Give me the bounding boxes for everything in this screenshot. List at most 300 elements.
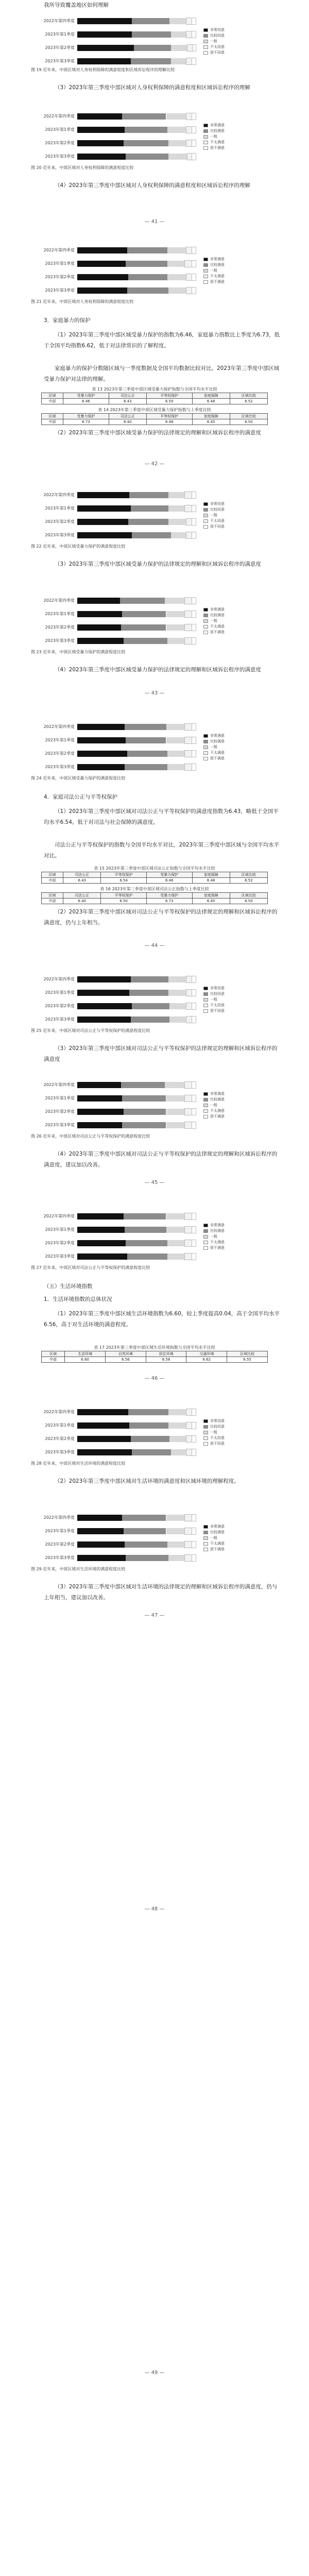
chart-caption: 图 26 近年来，中部区域对司法公正与平等权保护的满意程度比较 (31, 1134, 150, 1139)
bar-row (77, 287, 196, 294)
legend-item (203, 1097, 225, 1103)
bar-segment (192, 1082, 196, 1088)
category-label: 2022年第四季度 (43, 977, 75, 981)
legend-label: 非常同意 (210, 1419, 225, 1423)
bar-segment (192, 724, 196, 730)
legend-swatch (203, 1436, 208, 1440)
table-cell: 中部 (42, 899, 63, 904)
bar-row (77, 624, 196, 631)
bar-segment (192, 1016, 196, 1023)
legend-item (203, 991, 225, 997)
legend-label: 一般 (210, 619, 217, 623)
bar-row (77, 638, 196, 644)
bar-segment (186, 18, 193, 24)
paragraph: （2）2023年第三季度中部区域对司法公正与平等权保护的法律规定的理解和区域诉讼程序的满意度，仍与上年相当。 (44, 909, 278, 926)
category-label: 2022年第四季度 (43, 598, 75, 603)
legend-label: 很不同意 (210, 1442, 225, 1446)
bar-row (77, 1422, 196, 1429)
bar-segment (166, 1213, 185, 1219)
bar-segment (192, 751, 196, 757)
legend-item (203, 1245, 225, 1251)
paragraph: （1）2023年第三季度中部区域对司法公正与平等权保护的满意度指数为6.43，略低于全国平均水平6.54。低于对司法与社会保障的满意度。 (44, 808, 279, 825)
table-cell: 6.50 (101, 899, 147, 904)
bar-segment (192, 1253, 196, 1260)
chart-caption: 图 22 近年来，中部区域受暴力保护的满意程度比较 (31, 544, 126, 549)
chart-legend (203, 1223, 225, 1251)
bar-segment (77, 1528, 124, 1534)
bar-segment (168, 976, 186, 982)
table-header: 受暴力保护 (63, 414, 109, 419)
bar-segment (128, 274, 167, 280)
legend-item (203, 630, 225, 635)
bar-segment (132, 1449, 171, 1455)
table-header: 平等权保护 (146, 393, 192, 399)
bar-segment (185, 1213, 192, 1219)
table-cell: 6.45 (192, 899, 230, 904)
legend-item (203, 262, 225, 268)
bar-row (77, 1449, 196, 1455)
legend-label: 比较满意 (210, 1229, 225, 1233)
bar-row (77, 1122, 196, 1128)
legend-swatch (203, 51, 208, 55)
bar-segment (166, 1109, 185, 1115)
category-label: 2023年第2季度 (45, 625, 75, 630)
legend-label: 比较满意 (210, 1530, 225, 1534)
chart-legend (203, 123, 225, 151)
legend-item (203, 1008, 225, 1014)
bar-segment (193, 45, 196, 51)
bar-segment (192, 505, 196, 512)
legend-swatch (203, 258, 208, 261)
legend-swatch (203, 519, 208, 523)
bar-segment (77, 1422, 129, 1429)
legend-label: 非常满意 (210, 1524, 225, 1529)
legend-label: 一般 (210, 745, 217, 749)
page-number: — 48 — (144, 1906, 165, 1912)
bar-segment (186, 1409, 193, 1415)
legend-item (203, 624, 225, 630)
bar-segment (125, 1541, 167, 1548)
legend-swatch (203, 1109, 208, 1113)
bar-segment (77, 519, 128, 525)
bar-segment (77, 492, 129, 498)
legend-label: 比较同意 (210, 1425, 225, 1429)
category-label: 2023年第1季度 (45, 1227, 75, 1232)
bar-segment (166, 611, 185, 617)
bar-segment (131, 505, 169, 512)
bar-row (77, 247, 196, 253)
bar-segment (126, 1240, 167, 1246)
bar-segment (186, 247, 193, 253)
legend-swatch (203, 608, 208, 612)
category-label: 2022年第四季度 (43, 114, 75, 118)
bar-segment (132, 532, 171, 538)
legend-swatch (203, 619, 208, 623)
chart-legend (203, 27, 225, 56)
legend-label: 一般 (210, 39, 217, 43)
category-label: 2022年第四季度 (43, 1082, 75, 1087)
bar-row (77, 31, 196, 38)
bar-segment (192, 31, 196, 38)
legend-swatch (203, 745, 208, 749)
legend-item (203, 607, 225, 613)
bar-segment (77, 1016, 131, 1023)
legend-label: 一般 (210, 1103, 217, 1107)
bar-segment (192, 1122, 196, 1128)
table-cell: 中部 (42, 419, 63, 425)
table-cell: 6.50 (146, 399, 192, 404)
legend-item (203, 744, 225, 750)
bar-segment (77, 1253, 127, 1260)
bar-segment (171, 45, 187, 51)
bar-row (77, 1409, 196, 1415)
table-header: 区域比较 (227, 1351, 268, 1357)
bar-segment (166, 1227, 185, 1233)
bar-segment (185, 1122, 192, 1128)
bar-segment (77, 18, 132, 24)
category-label: 2023年第3季度 (45, 1450, 75, 1454)
chart-ch9 (0, 1203, 309, 1262)
category-label: 2023年第2季度 (45, 751, 75, 756)
bar-segment (192, 274, 196, 280)
bar-segment (77, 1409, 128, 1415)
legend-item (203, 257, 225, 262)
bar-segment (168, 990, 186, 996)
bar-segment (185, 1253, 192, 1260)
page-number: — 44 — (144, 943, 165, 948)
category-label: 2023年第3季度 (45, 533, 75, 537)
chart-ch4 (0, 482, 309, 541)
bar-segment (166, 1528, 185, 1534)
legend-label: 非常满意 (210, 1092, 225, 1096)
paragraph: （1）2023年第三季度中部区域生活环境指数为6.60，较上季度提高0.04，高于全国平均水平6.56，高于对生活环境的满意程度。 (44, 1311, 280, 1328)
bar-segment (192, 113, 196, 120)
bar-segment (192, 764, 196, 770)
legend-swatch (203, 1104, 208, 1107)
table-header: 区域 (42, 872, 63, 878)
legend-label: 一般 (210, 997, 217, 1002)
bar-row (77, 274, 196, 280)
bar-segment (185, 505, 192, 512)
table-title: 表 16 2023年第三季度中部区域司法公正指数与上季度比较 (100, 887, 209, 891)
legend-item (203, 27, 225, 33)
bar-segment (192, 990, 196, 996)
table-cell: 6.43 (109, 399, 146, 404)
table-cell: 6.46 (146, 878, 192, 884)
legend-label: 不太同意 (210, 45, 225, 49)
category-label: 2022年第四季度 (43, 724, 75, 729)
bar-segment (166, 113, 186, 120)
legend-item (203, 128, 225, 134)
legend-swatch (203, 631, 208, 634)
legend-swatch (203, 508, 208, 512)
table-cell: 6.48 (192, 399, 230, 404)
legend-item (203, 1530, 225, 1535)
legend-label: 比较满意 (210, 129, 225, 133)
table-cell: 6.40 (63, 899, 101, 904)
bar-row (77, 1436, 196, 1442)
legend-swatch (203, 751, 208, 755)
table-row (42, 419, 268, 425)
category-label: 2022年第四季度 (43, 1214, 75, 1218)
table-cell: 6.48 (146, 419, 192, 425)
legend-item (203, 739, 225, 744)
legend-swatch (203, 514, 208, 517)
bar-row (77, 1555, 196, 1561)
chart-ch2 (0, 103, 309, 162)
bar-row (77, 1213, 196, 1219)
bar-segment (192, 737, 196, 743)
paragraph: 家庭暴力的保护分数随区域与一季度数据及全国平均数据比较对比。2023年第三季度中部区域受暴力保护对法律的理解。 (44, 365, 280, 382)
bar-segment (128, 1409, 168, 1415)
legend-swatch (203, 614, 208, 617)
table-header: 区域 (42, 414, 63, 419)
legend-label: 比较满意 (210, 613, 225, 617)
bar-segment (185, 751, 192, 757)
legend-label: 一般 (210, 513, 217, 517)
bar-row (77, 45, 196, 51)
page-number: — 45 — (144, 1180, 165, 1185)
legend-item (203, 513, 225, 518)
bar-segment (192, 1409, 196, 1415)
page-number: — 42 — (144, 461, 165, 467)
bar-segment (77, 1227, 125, 1233)
bar-segment (129, 990, 168, 996)
data-table (41, 407, 268, 425)
category-label: 2023年第1季度 (45, 1423, 75, 1428)
bar-segment (192, 154, 196, 160)
legend-label: 很不同意 (210, 50, 225, 55)
legend-label: 一般 (210, 1234, 217, 1239)
page-number: — 47 — (144, 1613, 165, 1618)
bar-segment (121, 624, 166, 631)
legend-label: 非常满意 (210, 734, 225, 738)
legend-label: 很不同意 (210, 524, 225, 529)
bar-segment (169, 18, 186, 24)
legend-item (203, 50, 225, 56)
table-header: 受暴力保护 (146, 872, 192, 878)
table-cell: 6.62 (186, 1357, 227, 1363)
legend-label: 很不满意 (210, 1246, 225, 1250)
bar-row (77, 1515, 196, 1521)
bar-segment (192, 1227, 196, 1233)
table-header: 司法公正 (109, 414, 146, 419)
bar-segment (77, 737, 126, 743)
legend-item (203, 618, 225, 624)
legend-label: 比较同意 (210, 507, 225, 512)
bar-row (77, 113, 196, 120)
bar-segment (77, 990, 129, 996)
bar-segment (192, 1449, 196, 1455)
bar-segment (166, 737, 185, 743)
bar-segment (166, 724, 185, 730)
bar-segment (77, 287, 127, 294)
legend-label: 不太满意 (210, 274, 225, 278)
chart-caption: 图 19 近年来，中部区域对人身权利保障的满意程度和区域诉讼程序的理解比较 (31, 67, 175, 72)
legend-swatch (203, 1536, 208, 1540)
legend-label: 一般 (210, 268, 217, 273)
bar-segment (77, 1082, 121, 1088)
data-table (41, 886, 268, 904)
bar-segment (124, 1528, 166, 1534)
bar-segment (167, 247, 186, 253)
bar-segment (127, 1253, 167, 1260)
bar-segment (131, 976, 169, 982)
bar-segment (127, 751, 167, 757)
bar-segment (185, 638, 192, 644)
table-header: 家庭保障 (192, 893, 230, 899)
data-table (41, 386, 268, 404)
bar-segment (192, 519, 196, 525)
legend-item (203, 1524, 225, 1530)
table-cell: 6.50 (230, 419, 267, 425)
bar-segment (132, 18, 170, 24)
bar-segment (171, 58, 186, 64)
chart-caption: 图 29 近年来，中部区域对生活环境的满意程度比较 (31, 1567, 126, 1571)
bar-segment (125, 764, 167, 770)
bar-segment (186, 1016, 193, 1023)
legend-item (203, 1223, 225, 1228)
bar-segment (121, 1082, 165, 1088)
bar-segment (185, 1109, 192, 1115)
bar-segment (124, 1109, 166, 1115)
table-cell: 6.52 (230, 399, 267, 404)
table-title: 表 13 2023年第三季度中部区域受暴力保护指数与全国平均水平比较 (92, 387, 217, 392)
bar-segment (167, 1253, 185, 1260)
bar-segment (185, 1227, 192, 1233)
bar-segment (77, 247, 127, 253)
legend-label: 非常同意 (210, 502, 225, 506)
category-label: 2023年第1季度 (45, 1529, 75, 1533)
category-label: 2023年第2季度 (45, 1109, 75, 1114)
bar-segment (77, 1095, 122, 1101)
bar-segment (168, 505, 185, 512)
bar-segment (168, 1422, 186, 1429)
bar-segment (167, 1541, 185, 1548)
legend-item (203, 501, 225, 507)
legend-label: 比较同意 (210, 992, 225, 996)
legend-label: 不太满意 (210, 140, 225, 144)
bar-segment (185, 492, 192, 498)
paragraph: 我所导致覆盖地区如何理解 (44, 2, 109, 8)
chart-ch5 (0, 587, 309, 647)
paragraph: （2）2023年第三季度中部区域对生活环境的满意度和区域环境的理解程度。 (55, 1478, 239, 1484)
category-label: 2022年第四季度 (43, 1410, 75, 1414)
legend-item (203, 1003, 225, 1008)
table-header: 区域 (42, 893, 63, 899)
bar-segment (131, 1436, 170, 1442)
table-header: 平等权保护 (101, 893, 147, 899)
table-header: 区域比较 (230, 414, 267, 419)
category-label: 2023年第3季度 (45, 638, 75, 643)
legend-item (203, 1441, 225, 1447)
legend-label: 很不满意 (210, 756, 225, 760)
bar-segment (122, 1122, 166, 1128)
chart-ch7 (0, 966, 309, 1025)
category-label: 2023年第1季度 (45, 990, 75, 995)
bar-segment (168, 1555, 185, 1561)
bar-segment (192, 261, 196, 267)
bar-segment (127, 247, 167, 253)
table-header: 区域比较 (230, 393, 267, 399)
chart-legend (203, 1524, 225, 1552)
bar-segment (77, 1122, 122, 1128)
category-label: 2023年第3季度 (45, 288, 75, 293)
paragraph: （4）2023年第三季度中部区域对人身权利保障的满意程度和区域诉讼程序的理解 (55, 182, 250, 189)
bar-segment (77, 274, 128, 280)
legend-label: 很不满意 (210, 1114, 225, 1118)
table-cell: 6.40 (109, 419, 146, 425)
bar-segment (167, 261, 185, 267)
bar-segment (125, 1227, 166, 1233)
legend-item (203, 1234, 225, 1240)
legend-label: 非常满意 (210, 1223, 225, 1227)
paragraph: （4）2023年第三季度中部区域对司法公正与平等权保护的法律规定的理解和区域诉讼程序的满意度，建议加以改善。 (44, 1151, 278, 1168)
legend-swatch (203, 740, 208, 743)
bar-segment (168, 140, 186, 146)
legend-swatch (203, 146, 208, 150)
chart-legend (203, 1418, 225, 1447)
bar-segment (77, 1541, 125, 1548)
bar-segment (165, 1082, 185, 1088)
bar-segment (185, 1240, 192, 1246)
bar-segment (192, 624, 196, 631)
chart-caption: 图 27 近年来，中部区域对司法公正与平等权保护的满意程度比较 (31, 1265, 150, 1270)
bar-segment (124, 638, 167, 644)
chart-legend (203, 1091, 225, 1120)
bar-segment (122, 113, 166, 120)
legend-item (203, 1091, 225, 1097)
legend-item (203, 44, 225, 50)
bar-segment (185, 1082, 192, 1088)
bar-row (77, 1227, 196, 1233)
bar-row (77, 598, 196, 604)
legend-swatch (203, 1548, 208, 1551)
bar-segment (185, 737, 192, 743)
legend-label: 非常同意 (210, 986, 225, 990)
table-cell: 6.60 (65, 1357, 106, 1363)
bar-segment (127, 287, 169, 294)
bar-segment (186, 519, 193, 525)
bar-segment (134, 45, 170, 51)
bar-row (77, 154, 196, 160)
legend-item (203, 1114, 225, 1120)
table-cell: 6.45 (192, 419, 230, 425)
bar-segment (166, 624, 185, 631)
legend-swatch (203, 275, 208, 278)
bar-segment (192, 1003, 196, 1009)
legend-swatch (203, 1241, 208, 1244)
table-cell: 6.43 (63, 878, 101, 884)
bar-segment (192, 1109, 196, 1115)
legend-swatch (203, 1531, 208, 1534)
table-header: 交通环境 (186, 1351, 227, 1357)
bar-segment (192, 1213, 196, 1219)
legend-item (203, 733, 225, 739)
bar-segment (126, 261, 167, 267)
legend-label: 不太同意 (210, 1436, 225, 1440)
bar-segment (169, 1003, 186, 1009)
legend-item (203, 140, 225, 145)
legend-swatch (203, 1525, 208, 1529)
legend-swatch (203, 135, 208, 139)
legend-swatch (203, 280, 208, 284)
legend-item (203, 986, 225, 991)
legend-swatch (203, 1009, 208, 1013)
bar-segment (77, 751, 127, 757)
legend-swatch (203, 734, 208, 738)
bar-segment (77, 624, 121, 631)
